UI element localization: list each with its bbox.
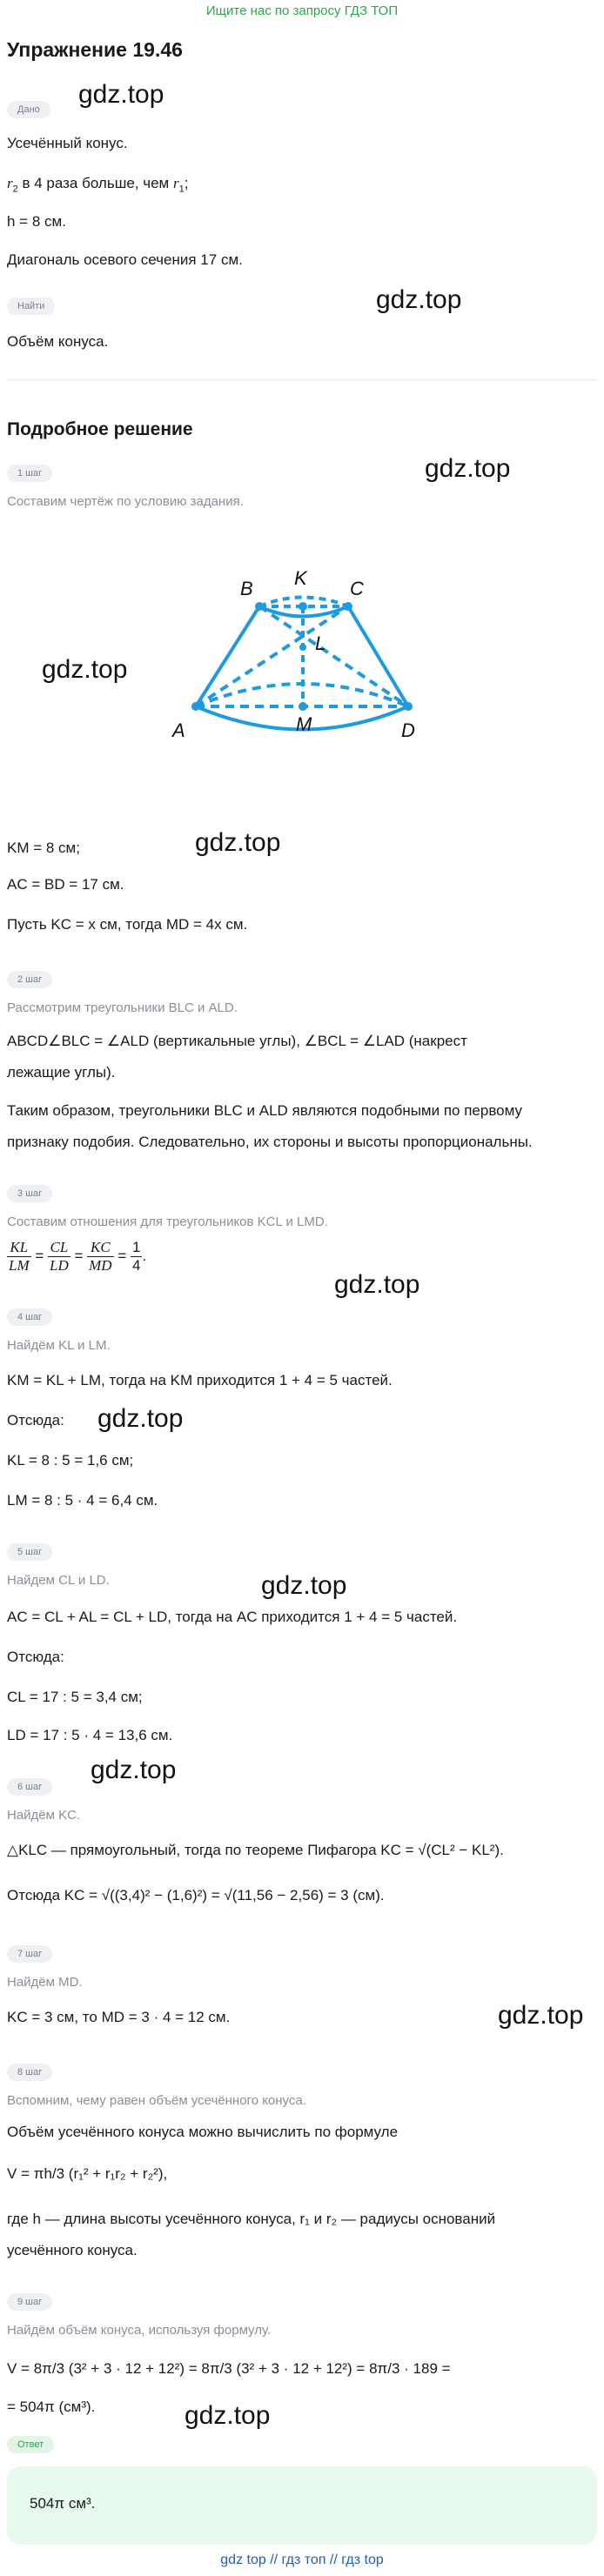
divider	[7, 379, 597, 380]
given-line: $r_2$ в 4 раза больше, чем $r_1$;	[7, 175, 189, 195]
watermark: gdz.top	[42, 655, 128, 684]
step-line: LM = 8 : 5 · 4 = 6,4 см.	[7, 1492, 158, 1509]
given-pill: Дано	[7, 101, 50, 118]
solution-title: Подробное решение	[7, 419, 193, 439]
search-hint-link[interactable]: Ищите нас по запросу ГДЗ ТОП	[205, 3, 399, 18]
step-caption: Найдем CL и LD.	[7, 1573, 110, 1588]
given-line: Усечённый конус.	[7, 135, 128, 151]
label-K: K	[294, 567, 307, 589]
label-M: M	[296, 713, 312, 735]
step-caption: Найдём объём конуса, используя формулу.	[7, 2323, 272, 2338]
step-line: усечённого конуса.	[7, 2242, 138, 2258]
label-L: L	[315, 632, 326, 654]
exercise-title: Упражнение 19.46	[7, 38, 183, 61]
given-line: h = 8 см.	[7, 213, 66, 230]
step-caption: Найдём KL и LM.	[7, 1338, 111, 1353]
step-line: лежащие углы).	[7, 1064, 116, 1081]
watermark: gdz.top	[376, 285, 462, 314]
watermark: gdz.top	[97, 1404, 184, 1433]
step-pill: 6 шаг	[7, 1778, 52, 1796]
step-line: △KLC — прямоугольный, тогда по теореме Пифагора KC = √(CL² − KL²).	[7, 1842, 504, 1858]
watermark: gdz.top	[195, 828, 281, 857]
watermark: gdz.top	[498, 2001, 584, 2030]
step-caption: Найдём MD.	[7, 1975, 83, 1990]
find-line: Объём конуса.	[7, 333, 109, 350]
step-caption: Рассмотрим треугольники BLC и ALD.	[7, 1000, 238, 1015]
step-pill: 2 шаг	[7, 971, 52, 988]
step-pill: 8 шаг	[7, 2064, 52, 2081]
answer-text: 504π см³.	[30, 2495, 96, 2512]
step-line: KM = KL + LM, тогда на KM приходится 1 + 4 = 5 частей.	[7, 1372, 393, 1388]
step-pill: 3 шаг	[7, 1185, 52, 1202]
step-pill: 4 шаг	[7, 1308, 52, 1326]
label-A: A	[172, 719, 185, 741]
answer-pill: Ответ	[7, 2436, 54, 2453]
step-pill: 9 шаг	[7, 2293, 52, 2311]
volume-formula: V = πh/3 (r₁² + r₁r₂ + r₂²),	[7, 2165, 168, 2182]
label-C: C	[350, 578, 364, 599]
label-D: D	[401, 719, 415, 741]
step-line: = 504π (см³).	[7, 2399, 96, 2415]
step-line: признаку подобия. Следовательно, их стороны и высоты пропорциональны.	[7, 1134, 533, 1150]
label-B: B	[240, 578, 253, 599]
step-pill: 1 шаг	[7, 465, 52, 482]
find-pill: Найти	[7, 298, 55, 315]
step-line: Отсюда:	[7, 1649, 64, 1665]
watermark: gdz.top	[261, 1571, 347, 1600]
given-line: Диагональ осевого сечения 17 см.	[7, 251, 243, 268]
step-line: Отсюда KC = √((3,4)² − (1,6)²) = √(11,56 − 2,56) = 3 (см).	[7, 1887, 385, 1904]
step-pill: 5 шаг	[7, 1543, 52, 1561]
step-caption: Составим отношения для треугольников KCL и LMD.	[7, 1214, 328, 1229]
step-line: LD = 17 : 5 · 4 = 13,6 см.	[7, 1727, 173, 1743]
step-line: Пусть KC = x см, тогда MD = 4x см.	[7, 916, 248, 933]
watermark: gdz.top	[91, 1756, 177, 1784]
step-line: Объём усечённого конуса можно вычислить по формуле	[7, 2124, 399, 2140]
step-line: ABCD∠BLC = ∠ALD (вертикальные углы), ∠BCL = ∠LAD (накрест	[7, 1033, 467, 1049]
footer-links[interactable]: gdz top // гдз топ // гдз top	[220, 2553, 384, 2567]
step-line: KC = 3 см, то MD = 3 · 4 = 12 см.	[7, 2009, 231, 2025]
step-line: Таким образом, треугольники BLC и ALD являются подобными по первому	[7, 1102, 523, 1119]
watermark: gdz.top	[185, 2401, 271, 2430]
step-caption: Вспомним, чему равен объём усечённого конуса.	[7, 2093, 306, 2108]
step-caption: Найдём KC.	[7, 1808, 81, 1823]
ratio-formula: $\frac{KL}{LM}$ = $\frac{CL}{LD}$ = $\frac{KC}{MD}$ = $\frac{1}{4}$ .	[9, 1239, 147, 1274]
watermark: gdz.top	[78, 80, 164, 109]
watermark: gdz.top	[425, 454, 511, 483]
step-line: KL = 8 : 5 = 1,6 см;	[7, 1452, 134, 1469]
step-line: KM = 8 см;	[7, 840, 80, 856]
watermark: gdz.top	[334, 1270, 420, 1299]
step-line: где h — длина высоты усечённого конуса, r₁ и r₂ — радиусы оснований	[7, 2211, 496, 2227]
step-caption: Составим чертёж по условию задания.	[7, 494, 244, 509]
answer-box	[7, 2466, 597, 2545]
step-line: CL = 17 : 5 = 3,4 см;	[7, 1689, 143, 1705]
step-line: Отсюда:	[7, 1412, 64, 1429]
step-line: V = 8π/3 (3² + 3 · 12 + 12²) = 8π/3 (3² + 3 · 12 + 12²) = 8π/3 · 189 =	[7, 2360, 451, 2377]
step-line: AC = BD = 17 см.	[7, 876, 124, 893]
step-line: AC = CL + AL = CL + LD, тогда на AC приходится 1 + 4 = 5 частей.	[7, 1609, 458, 1625]
step-pill: 7 шаг	[7, 1945, 52, 1963]
truncated-cone-figure	[165, 557, 426, 748]
